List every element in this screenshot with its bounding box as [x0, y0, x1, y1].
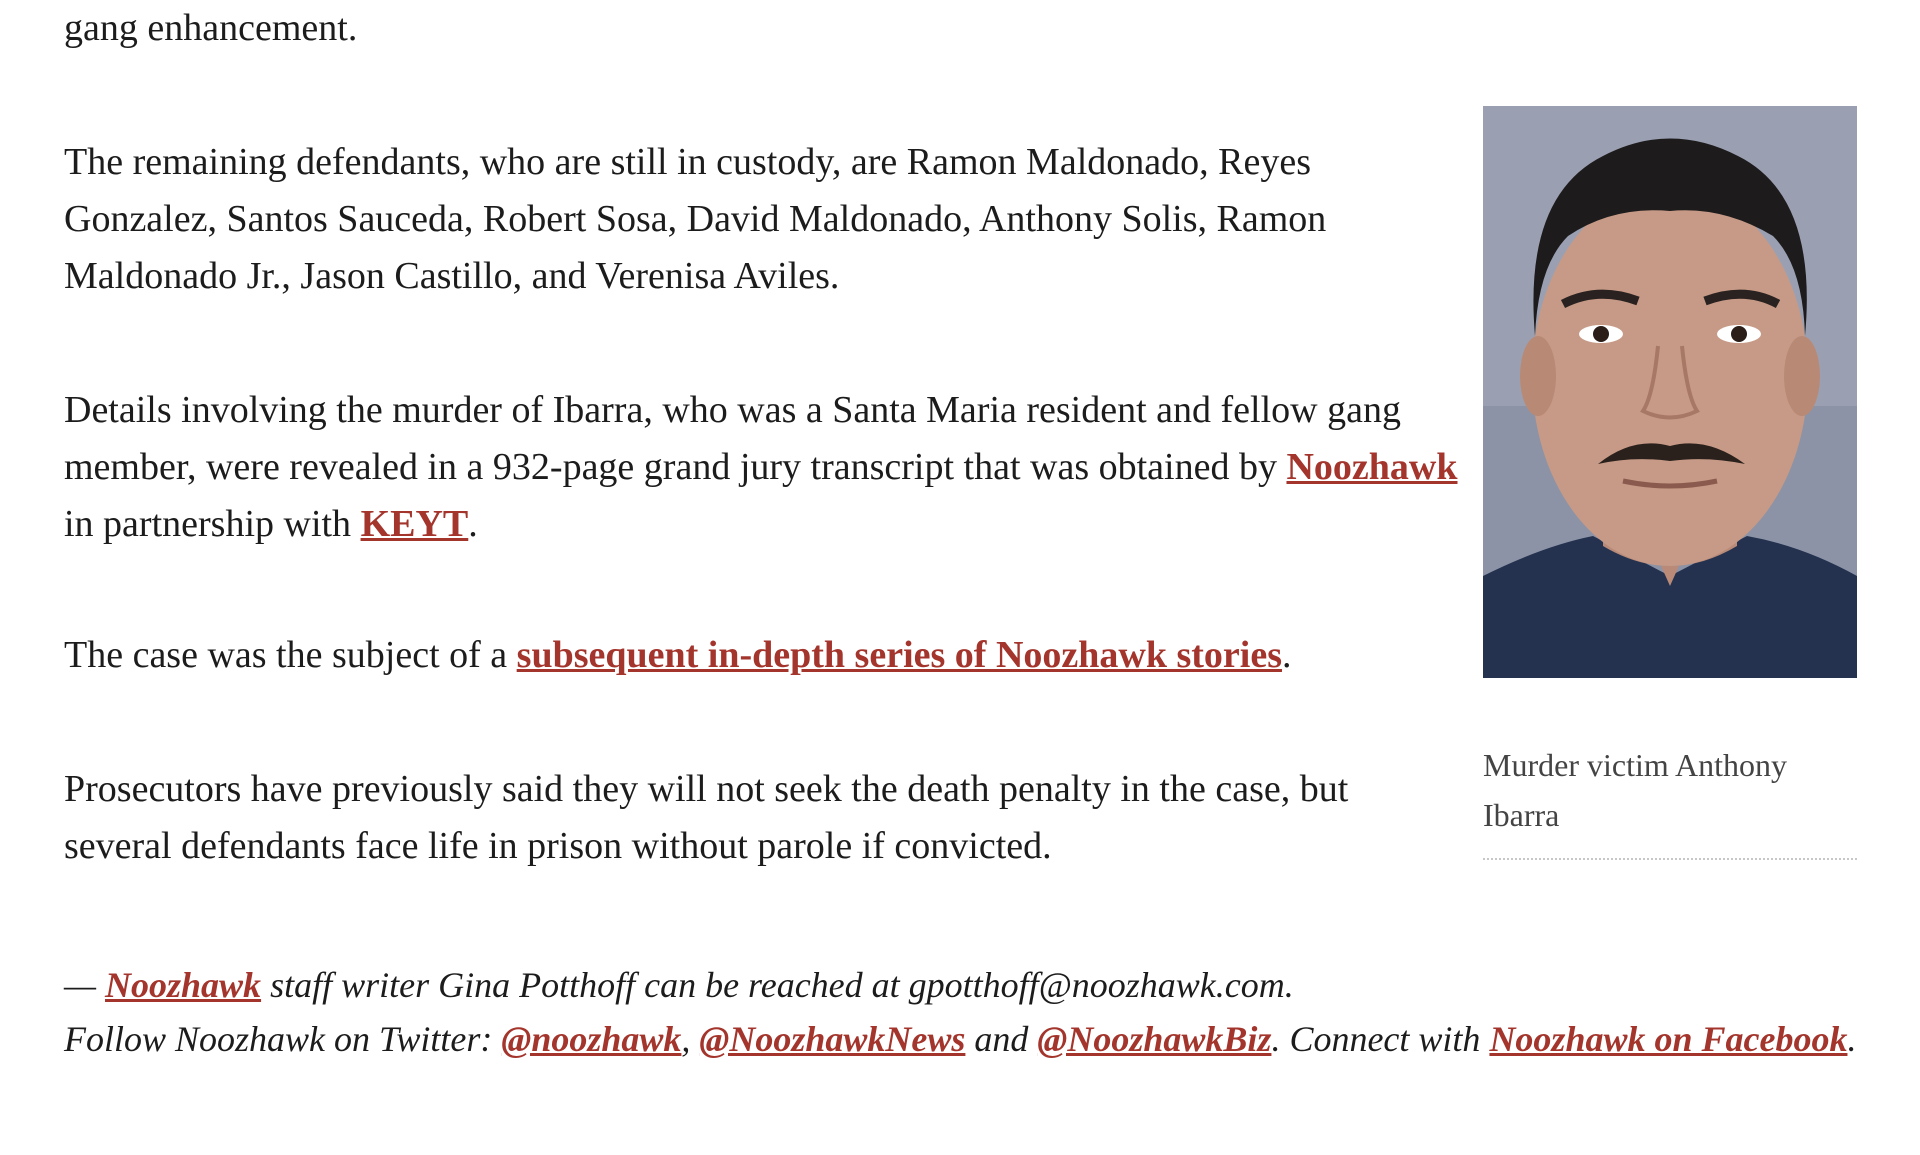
- footer-credit: [64, 958, 1864, 1066]
- portrait-photo: [1483, 106, 1857, 678]
- noozhawk-link[interactable]: Noozhawk: [1286, 446, 1458, 488]
- paragraph-case-text-a: The case was the subject of a: [64, 634, 517, 676]
- twitter-noozhawkbiz-link[interactable]: @NoozhawkBiz: [1037, 1019, 1272, 1059]
- footer-follow-text: Follow Noozhawk on Twitter:: [64, 1019, 502, 1059]
- paragraph-details: [64, 382, 1464, 553]
- paragraph-gang-enhancement: gang enhancement.: [64, 7, 358, 49]
- footer-end: .: [1847, 1019, 1857, 1059]
- series-stories-link[interactable]: subsequent in-depth series of Noozhawk stories: [516, 634, 1282, 676]
- keyt-link[interactable]: KEYT: [360, 503, 469, 545]
- paragraph-remaining-defendants: The remaining defendants, who are still in custody, are Ramon Maldonado, Reyes Gonzalez, Santos Sauceda, Robert Sosa, David Maldonado, Anthony Solis, Ramon Maldonado Jr., Jason Castillo, and Verenisa Aviles.: [64, 141, 1327, 297]
- footer-comma: ,: [681, 1019, 700, 1059]
- paragraph-case-subject: [64, 627, 1464, 684]
- facebook-link[interactable]: Noozhawk on Facebook: [1489, 1019, 1848, 1059]
- paragraph-case-text-b: .: [1281, 634, 1292, 676]
- footer-noozhawk-link[interactable]: Noozhawk: [105, 965, 262, 1005]
- footer-staff-text: staff writer Gina Potthoff can be reached at gpotthoff@noozhawk.com.: [261, 965, 1294, 1005]
- footer-dash: —: [64, 965, 106, 1005]
- twitter-noozhawk-link[interactable]: @noozhawk: [501, 1019, 682, 1059]
- footer-and: and: [965, 1019, 1038, 1059]
- paragraph-details-text-c: .: [468, 503, 478, 545]
- portrait-photo-icon: [1483, 106, 1857, 678]
- twitter-noozhawknews-link[interactable]: @NoozhawkNews: [699, 1019, 966, 1059]
- photo-caption: Murder victim Anthony Ibarra: [1483, 747, 1787, 833]
- caption-divider: [1483, 858, 1857, 860]
- paragraph-prosecutors: Prosecutors have previously said they will not seek the death penalty in the case, but several defendants face life in prison without parole if convicted.: [64, 768, 1349, 867]
- footer-connect-text: . Connect with: [1271, 1019, 1490, 1059]
- paragraph-details-text-b: in partnership with: [64, 503, 361, 545]
- paragraph-details-text-a: Details involving the murder of Ibarra, who was a Santa Maria resident and fellow gang member, were revealed in a 932-page grand jury transcript that was obtained by: [64, 389, 1401, 488]
